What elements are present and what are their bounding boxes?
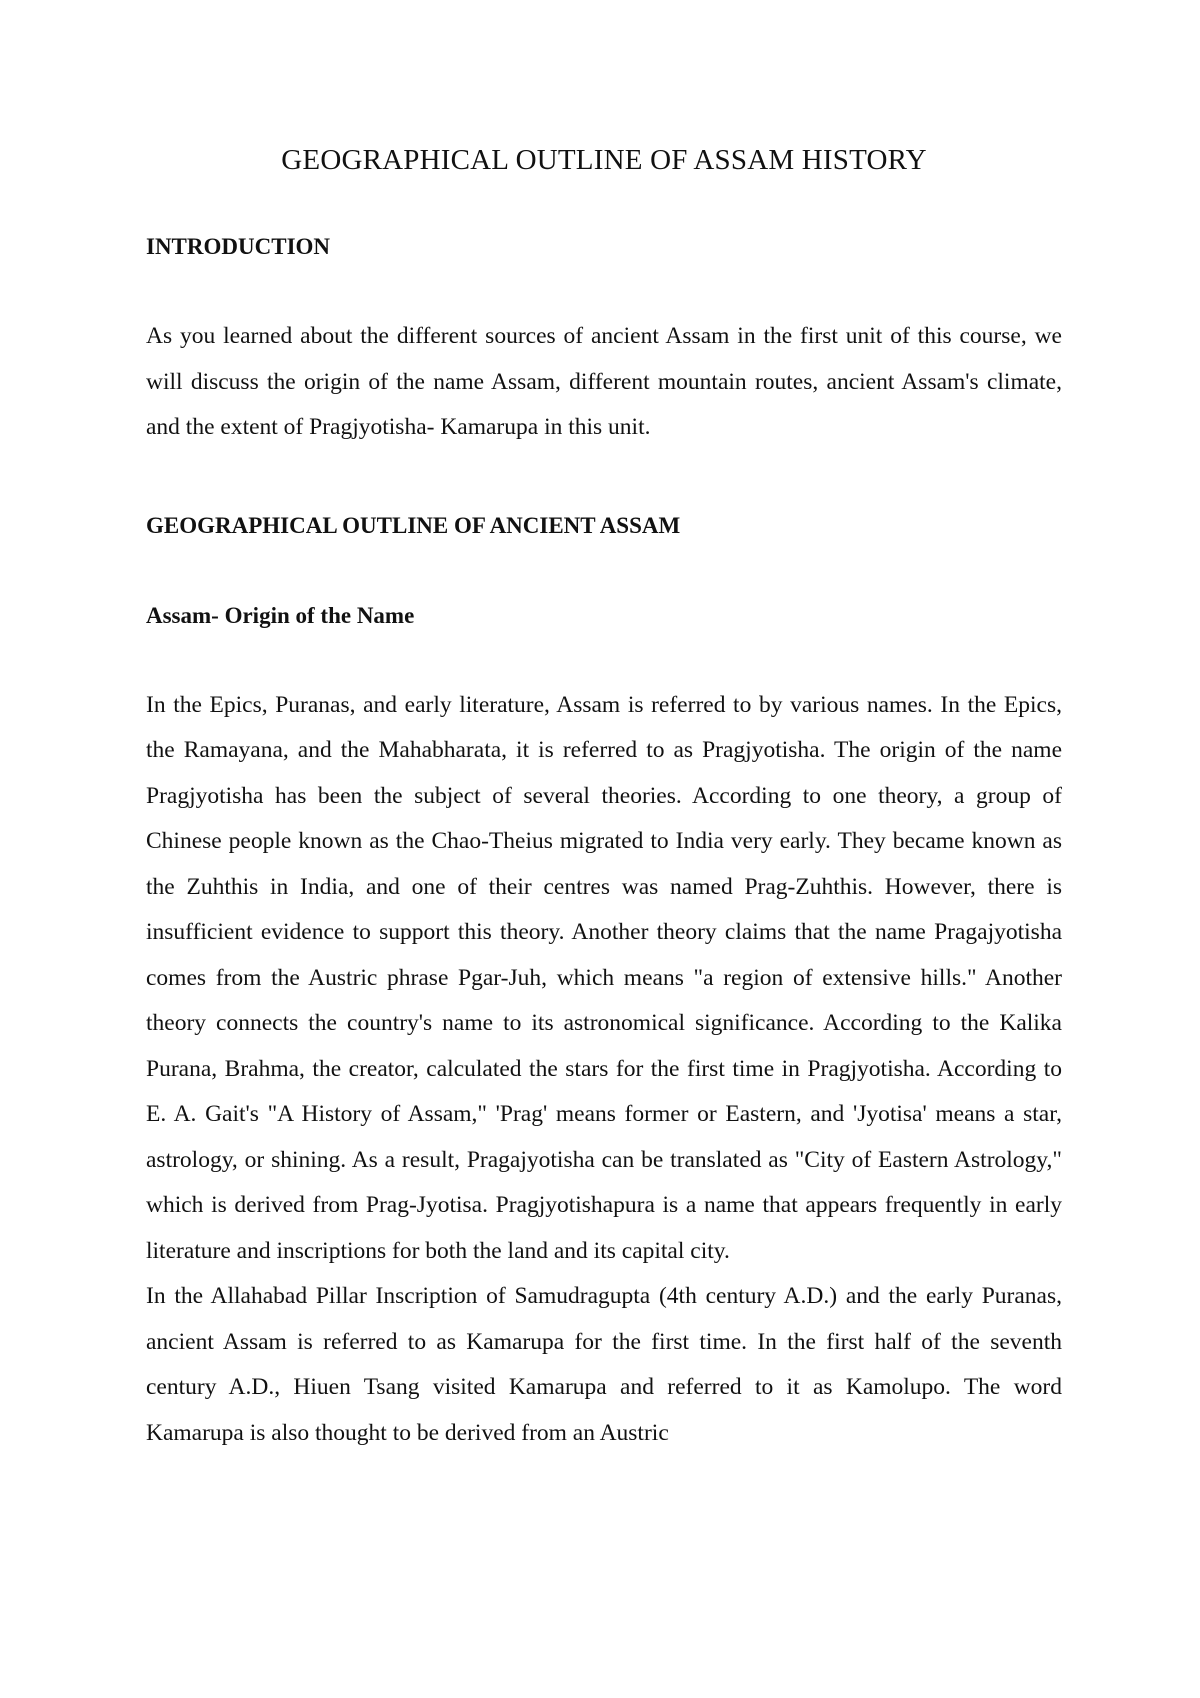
document-title: GEOGRAPHICAL OUTLINE OF ASSAM HISTORY — [281, 144, 927, 176]
origin-of-name-heading: Assam- Origin of the Name — [146, 602, 415, 628]
introduction-paragraph: As you learned about the different sources of ancient Assam in the first unit of this course, we will discuss the origin of the name Assam, different mountain routes, ancient Assam's climate, and the extent of Pragjyotisha- Kamarupa in this unit. — [146, 323, 1062, 440]
origin-paragraph-pragjyotisha: In the Epics, Puranas, and early literature, Assam is referred to by various names. In the Epics, the Ramayana, and the Mahabharata, it is referred to as Pragjyotisha. The origin of the name Pragjyotisha has been the subject of several theories. According to one theory, a group of Chinese people known as the Chao-Theius migrated to India very early. They became known as the Zuhthis in India, and one of their centres was named Prag-Zuhthis. However, there is insufficient evidence to support this theory. Another theory claims that the name Pragajyotisha comes from the Austric phrase Pgar-Juh, which means "a region of extensive hills." Another theory connects the country's name to its astronomical significance. According to the Kalika Purana, Brahma, the creator, calculated the stars for the first time in Pragjyotisha. According to E. A. Gait's "A History of Assam," 'Prag' means former or Eastern, and 'Jyotisa' means a star, astrology, or shining. As a result, Pragajyotisha can be translated as "City of Eastern Astrology," which is derived from Prag-Jyotisa. Pragjyotishapura is a name that appears frequently in early literature and inscriptions for both the land and its capital city. — [146, 691, 1062, 1264]
origin-paragraph-kamarupa: In the Allahabad Pillar Inscription of Samudragupta (4th century A.D.) and the early Puranas, ancient Assam is referred to as Kamarupa for the first time. In the first half of the seventh century A.D., Hiuen Tsang visited Kamarupa and referred to it as Kamolupo. The word Kamarupa is also thought to be derived from an Austric — [146, 1283, 1062, 1446]
document-body — [146, 140, 1062, 1456]
introduction-heading: INTRODUCTION — [146, 234, 331, 259]
outline-heading: GEOGRAPHICAL OUTLINE OF ANCIENT ASSAM — [146, 512, 681, 538]
